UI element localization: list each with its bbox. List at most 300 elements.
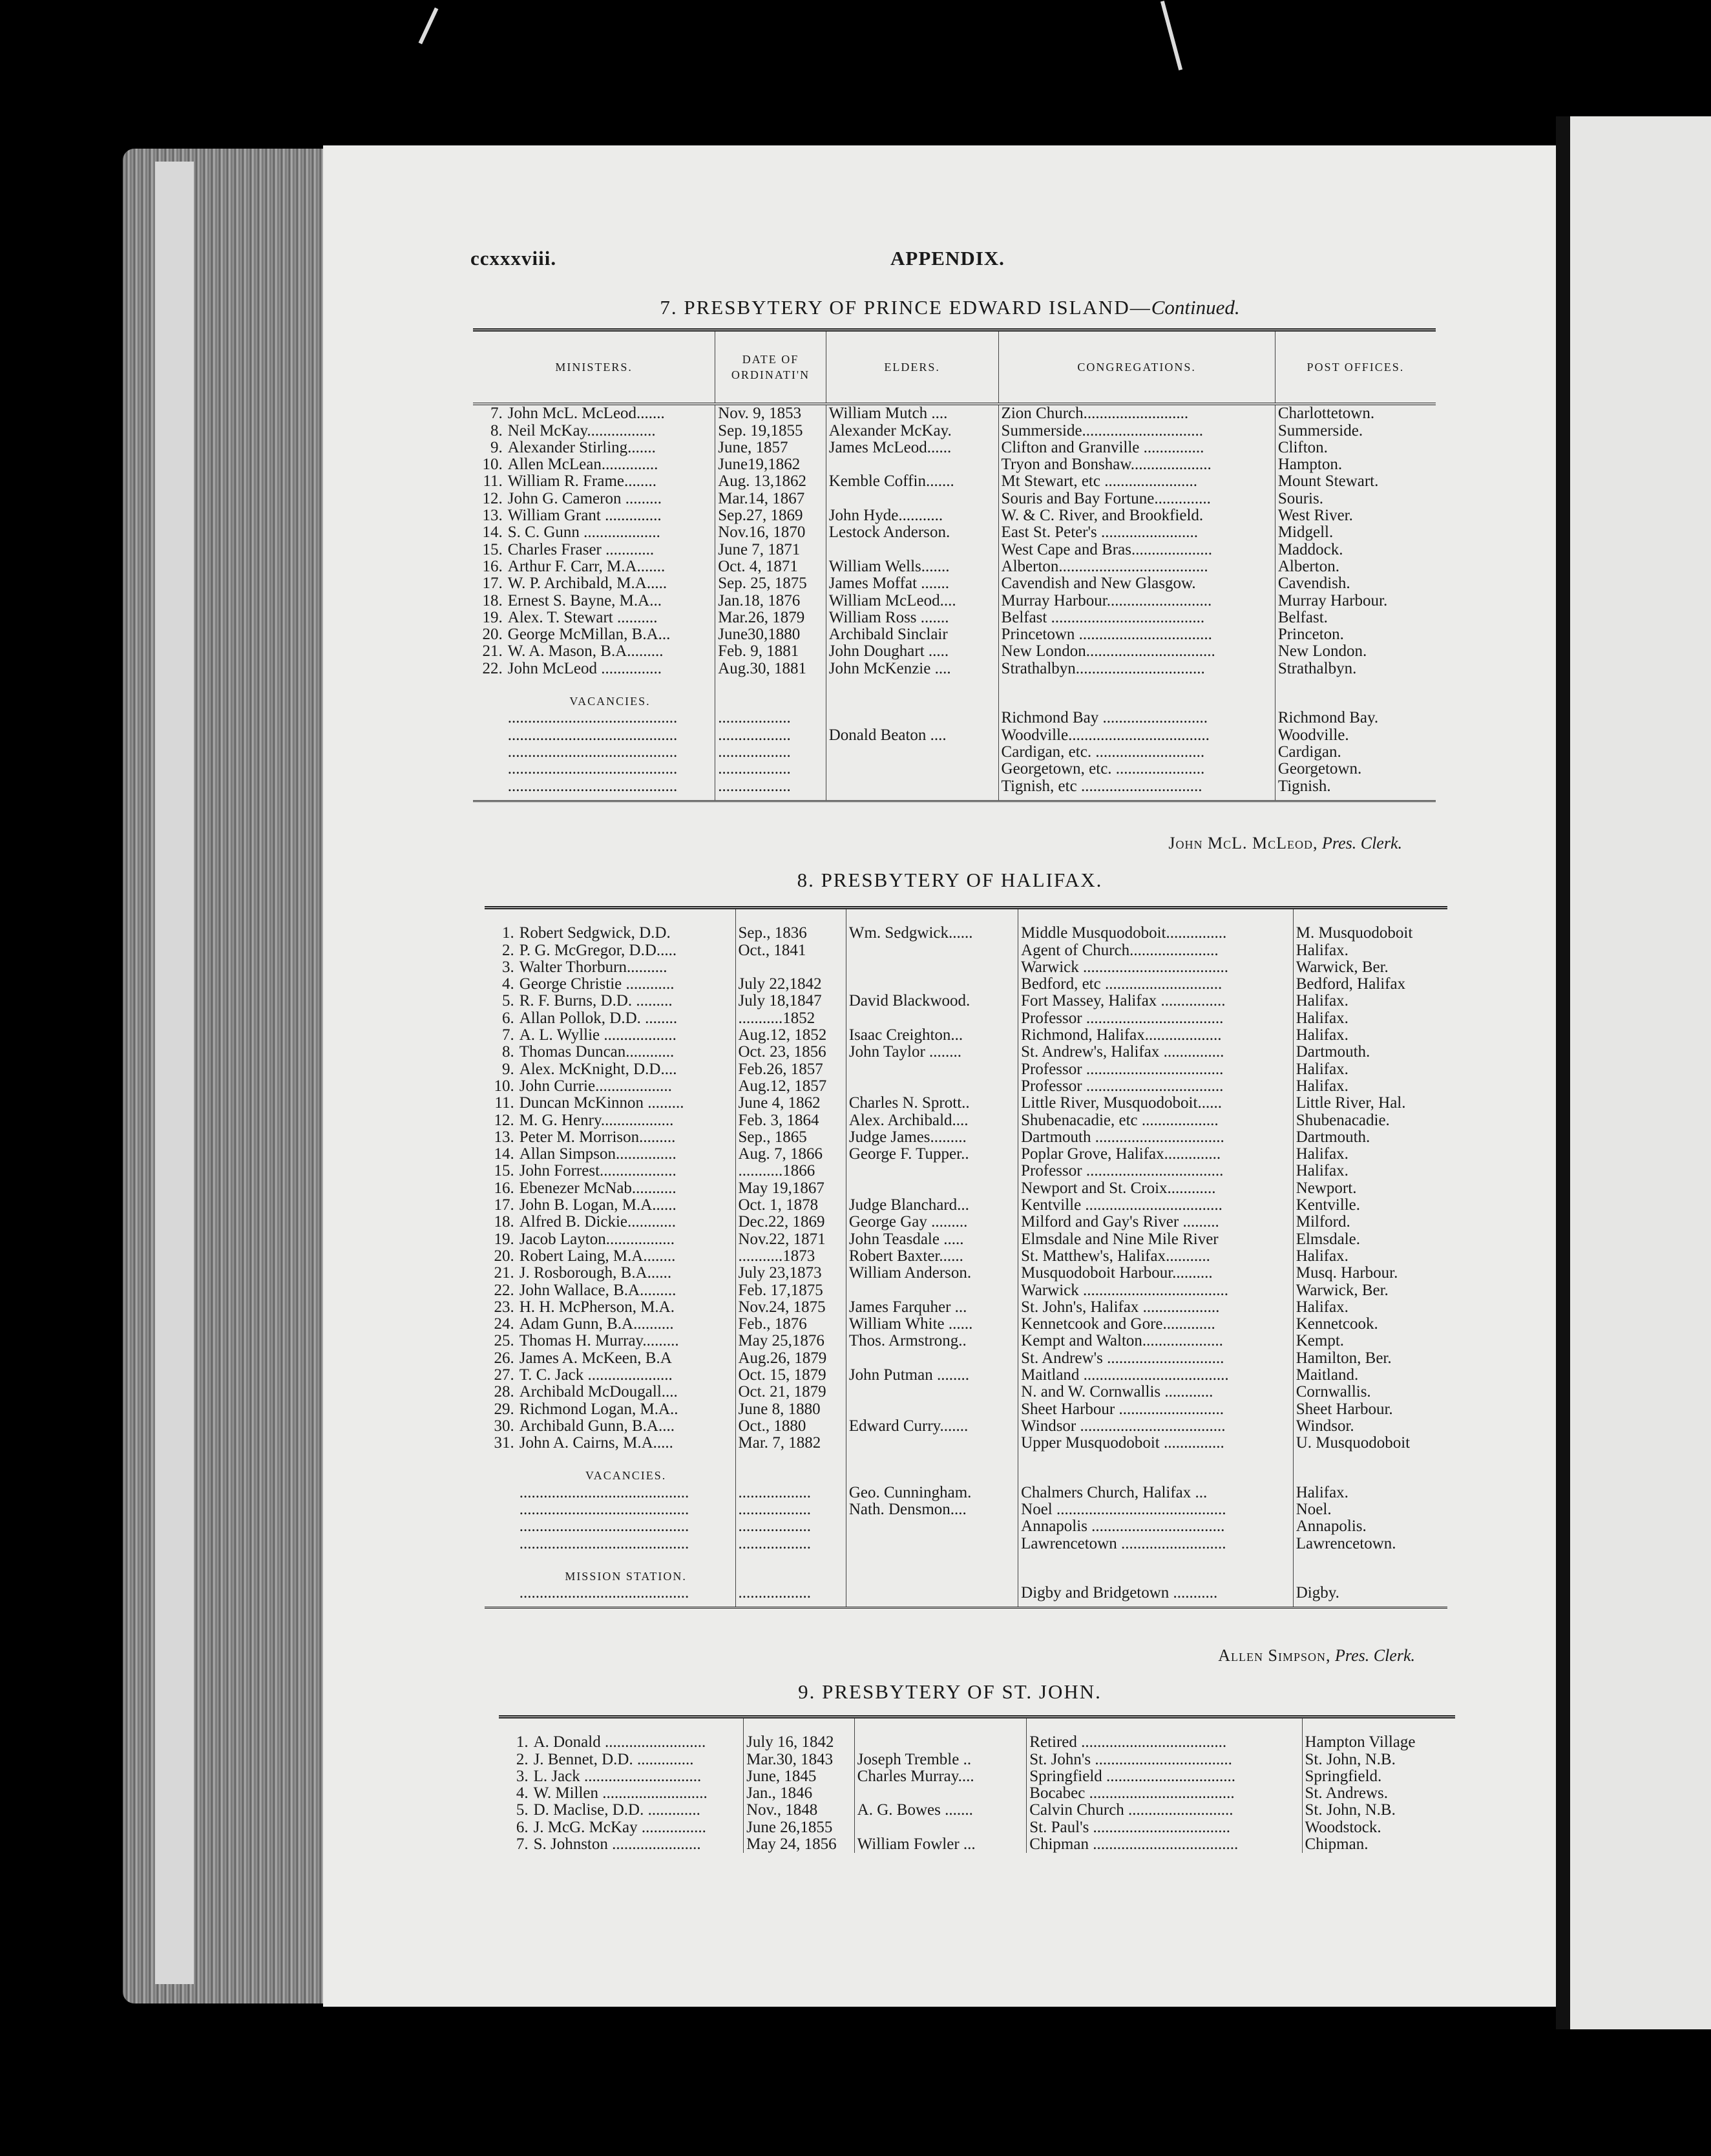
elder-name: John Putman ........ (846, 1367, 1018, 1384)
row-number: 4. (501, 975, 514, 993)
elder-name: Judge Blanchard... (846, 1197, 1018, 1214)
ordination-date: June 7, 1871 (715, 541, 826, 558)
elder-name (846, 1435, 1018, 1452)
elder-name: William White ...... (846, 1316, 1018, 1333)
row-number: 5. (501, 992, 514, 1010)
minister-name: .......................................... (507, 760, 678, 778)
minister-name: John B. Logan, M.A...... (519, 1196, 677, 1214)
congregation-name: Musquodoboit Harbour.......... (1018, 1265, 1294, 1282)
post-office: Elmsdale. (1293, 1231, 1447, 1247)
gutter-shadow (1556, 116, 1570, 2029)
congregation-name: Chalmers Church, Halifax ... (1018, 1485, 1294, 1501)
ordination-date: Dec.22, 1869 (735, 1214, 846, 1231)
row-number: 22. (494, 1281, 514, 1299)
post-office: Newport. (1293, 1179, 1447, 1196)
elder-name: Archibald Sinclair (826, 626, 998, 643)
minister-name: D. Maclise, D.D. ............. (533, 1801, 700, 1819)
ordination-date: Oct. 4, 1871 (715, 558, 826, 575)
post-office: Souris. (1275, 490, 1436, 507)
post-office: Mount Stewart. (1275, 473, 1436, 490)
minister-name: John McL. McLeod....... (507, 405, 665, 423)
elder-name: Donald Beaton .... (826, 726, 998, 743)
pei-vacancies-label: VACANCIES. (569, 694, 651, 708)
table-row (485, 1146, 1447, 1163)
minister-name: William R. Frame........ (507, 472, 656, 491)
table-row (499, 1819, 1455, 1835)
table-row (473, 490, 1436, 507)
table-row (485, 1418, 1447, 1435)
minister-name: Duncan McKinnon ......... (519, 1094, 684, 1112)
elder-name: William Anderson. (846, 1265, 1018, 1282)
congregation-name: St. Andrew's ............................. (1018, 1349, 1294, 1366)
elder-name: William Fowler ... (854, 1836, 1027, 1853)
ordination-date: Mar.26, 1879 (715, 609, 826, 626)
ordination-date: Sep. 19,1855 (715, 422, 826, 439)
table-row (473, 404, 1436, 422)
table-row (485, 1384, 1447, 1400)
congregation-name: Murray Harbour.......................... (998, 592, 1275, 609)
ordination-date: ...........1852 (735, 1009, 846, 1026)
minister-name: Neil McKay................. (507, 421, 656, 439)
ordination-date: Oct. 23, 1856 (735, 1044, 846, 1061)
ordination-date: .................. (735, 1585, 846, 1608)
row-number (485, 1485, 517, 1501)
minister-name: L. Jack ............................. (533, 1767, 702, 1785)
congregation-name: Princetown ................................. (998, 626, 1275, 643)
table-row (473, 558, 1436, 575)
row-number: 10. (482, 456, 503, 474)
spacer-row (485, 1452, 1447, 1467)
elder-name: William Wells....... (826, 558, 998, 575)
congregation-name: St. Andrew's, Halifax ............... (1018, 1044, 1294, 1061)
minister-name: J. McG. McKay ................ (533, 1818, 706, 1836)
table-row (499, 1768, 1455, 1785)
header-elders: ELDERS. (826, 330, 998, 405)
elder-name: John Taylor ........ (846, 1044, 1018, 1061)
row-number: 3. (516, 1767, 529, 1785)
elder-name: William Mutch .... (826, 404, 998, 422)
congregation-name: St. John's .................................. (1027, 1751, 1302, 1768)
post-office: Halifax. (1293, 1485, 1447, 1501)
post-office: West River. (1275, 507, 1436, 524)
ordination-date: Aug.12, 1857 (735, 1078, 846, 1095)
congregation-name: Warwick .................................... (1018, 1282, 1294, 1298)
row-number: 11. (483, 472, 503, 491)
ordination-date: Feb. 3, 1864 (735, 1112, 846, 1128)
halifax-top-rule (485, 908, 1447, 925)
congregation-name: W. & C. River, and Brookfield. (998, 507, 1275, 524)
minister-name: M. G. Henry.................. (519, 1111, 674, 1129)
stjohn-presbytery-title: 9. PRESBYTERY OF ST. JOHN. (798, 1680, 1102, 1703)
header-ministers: MINISTERS. (555, 361, 633, 374)
elder-name (854, 1785, 1027, 1802)
congregation-name: Mt Stewart, etc ....................... (998, 473, 1275, 490)
congregation-name: Newport and St. Croix............ (1018, 1179, 1294, 1196)
elder-name: Alexander McKay. (826, 422, 998, 439)
ordination-date: Feb., 1876 (735, 1316, 846, 1333)
halifax-clerk-title: Pres. Clerk. (1335, 1646, 1415, 1665)
post-office: Halifax. (1293, 1009, 1447, 1026)
elder-name: James Moffat ....... (826, 575, 998, 592)
table-row (473, 726, 1436, 743)
minister-name: Alexander Stirling....... (507, 438, 656, 456)
post-office: Warwick, Ber. (1293, 959, 1447, 976)
post-office: Midgell. (1275, 524, 1436, 541)
post-office: Halifax. (1293, 1146, 1447, 1163)
ordination-date: .................. (715, 744, 826, 761)
minister-name: W. Millen .......................... (533, 1784, 708, 1802)
ordination-date: Nov. 9, 1853 (715, 404, 826, 422)
post-office: Halifax. (1293, 1061, 1447, 1077)
table-row (473, 643, 1436, 660)
table-row (485, 1248, 1447, 1265)
congregation-name: Zion Church.......................... (998, 404, 1275, 422)
ordination-date: .................. (715, 726, 826, 743)
pei-clerk-signature (446, 834, 1402, 853)
row-number: 13. (482, 507, 503, 525)
row-number: 7. (490, 405, 503, 423)
congregation-name: Richmond, Halifax................... (1018, 1027, 1294, 1044)
minister-name: .......................................... (519, 1517, 689, 1536)
pei-rows (473, 404, 1436, 677)
congregation-name: Fort Massey, Halifax ................ (1018, 993, 1294, 1009)
congregation-name: Bedford, etc ............................. (1018, 976, 1294, 993)
minister-name: S. Johnston ...................... (533, 1835, 701, 1854)
minister-name: John A. Cairns, M.A..... (519, 1434, 673, 1452)
ordination-date: Oct., 1880 (735, 1418, 846, 1435)
row-number: 16. (482, 557, 503, 575)
post-office: New London. (1275, 643, 1436, 660)
post-office: Alberton. (1275, 558, 1436, 575)
elder-name (846, 1400, 1018, 1417)
congregation-name: Professor .................................. (1018, 1009, 1294, 1026)
table-row (485, 1535, 1447, 1552)
table-row (485, 1265, 1447, 1282)
minister-name: John McLeod ............... (507, 659, 662, 677)
table-row (485, 925, 1447, 942)
book-spine-highlight (155, 162, 194, 1984)
congregation-name: Professor .................................. (1018, 1078, 1294, 1095)
post-office: Belfast. (1275, 609, 1436, 626)
congregation-name: Windsor .................................... (1018, 1418, 1294, 1435)
congregation-name: Retired .................................... (1027, 1734, 1302, 1751)
table-row (473, 761, 1436, 777)
post-office: Lawrencetown. (1293, 1535, 1447, 1552)
table-row (485, 993, 1447, 1009)
post-office: Woodstock. (1302, 1819, 1455, 1835)
table-row (485, 1044, 1447, 1061)
running-title: APPENDIX. (890, 247, 1005, 270)
ordination-date: .................. (715, 761, 826, 777)
congregation-name: Alberton..................................... (998, 558, 1275, 575)
row-number: 22. (482, 659, 503, 677)
congregation-name: Springfield ................................ (1027, 1768, 1302, 1785)
congregation-name: Little River, Musquodoboit...... (1018, 1095, 1294, 1112)
elder-name (846, 1349, 1018, 1366)
ordination-date: Feb. 17,1875 (735, 1282, 846, 1298)
table-row (485, 1316, 1447, 1333)
table-row (473, 710, 1436, 726)
post-office: Warwick, Ber. (1293, 1282, 1447, 1298)
elder-name (846, 1061, 1018, 1077)
halifax-mission-rows (485, 1585, 1447, 1608)
post-office: Cardigan. (1275, 744, 1436, 761)
row-number: 9. (490, 438, 503, 456)
ordination-date (735, 959, 846, 976)
table-row (485, 1009, 1447, 1026)
table-row (485, 1197, 1447, 1214)
post-office: Cavendish. (1275, 575, 1436, 592)
halifax-clerk-name: Allen Simpson, (1218, 1646, 1331, 1665)
elder-name: Charles N. Sprott.. (846, 1095, 1018, 1112)
ordination-date: Nov.16, 1870 (715, 524, 826, 541)
row-number: 17. (482, 575, 503, 593)
post-office: Summerside. (1275, 422, 1436, 439)
ordination-date: ...........1866 (735, 1163, 846, 1179)
congregation-name: N. and W. Cornwallis ............ (1018, 1384, 1294, 1400)
ordination-date: June, 1845 (744, 1768, 855, 1785)
elder-name: James Farquher ... (846, 1299, 1018, 1316)
elder-name (826, 490, 998, 507)
row-number: 8. (490, 421, 503, 439)
congregation-name: Richmond Bay .......................... (998, 710, 1275, 726)
ordination-date: June, 1857 (715, 439, 826, 456)
ordination-date: June 8, 1880 (735, 1400, 846, 1417)
minister-name: Arthur F. Carr, M.A....... (507, 557, 666, 575)
table-row (473, 777, 1436, 801)
elder-name: John Hyde........... (826, 507, 998, 524)
pei-presbytery-title (472, 296, 1428, 319)
congregation-name: Kempt and Walton.................... (1018, 1333, 1294, 1349)
row-number: 16. (494, 1179, 514, 1197)
row-number: 24. (494, 1315, 514, 1333)
ordination-date: June 4, 1862 (735, 1095, 846, 1112)
elder-name (854, 1734, 1027, 1751)
row-number: 21. (494, 1264, 514, 1282)
minister-name: .......................................... (507, 743, 678, 761)
post-office: Halifax. (1293, 942, 1447, 958)
row-number: 17. (494, 1196, 514, 1214)
row-number: 13. (494, 1128, 514, 1146)
congregation-name: Poplar Grove, Halifax.............. (1018, 1146, 1294, 1163)
post-office: Sheet Harbour. (1293, 1400, 1447, 1417)
congregation-name: Georgetown, etc. ...................... (998, 761, 1275, 777)
minister-name: John Currie................... (519, 1077, 672, 1095)
elder-name: Nath. Densmon.... (846, 1501, 1018, 1518)
pei-continued-label: Continued. (1151, 296, 1240, 319)
row-number: 23. (494, 1298, 514, 1316)
table-row (473, 626, 1436, 643)
page-header (470, 247, 1427, 273)
ordination-date: Oct., 1841 (735, 942, 846, 958)
elder-name (846, 1009, 1018, 1026)
table-row (499, 1734, 1455, 1751)
ordination-date: Oct. 1, 1878 (735, 1197, 846, 1214)
minister-name: Adam Gunn, B.A.......... (519, 1315, 674, 1333)
ordination-date: Oct. 15, 1879 (735, 1367, 846, 1384)
congregation-name: Agent of Church...................... (1018, 942, 1294, 958)
table-row (485, 1501, 1447, 1518)
congregation-name: Shubenacadie, etc ................... (1018, 1112, 1294, 1128)
congregation-name: Lawrencetown .......................... (1018, 1535, 1294, 1552)
row-number: 3. (501, 958, 514, 976)
minister-name: Walter Thorburn.......... (519, 958, 667, 976)
minister-name: Thomas H. Murray......... (519, 1332, 679, 1350)
minister-name: Archibald McDougall.... (519, 1383, 678, 1401)
ordination-date: .................. (735, 1535, 846, 1552)
page-number: ccxxxviii. (470, 247, 557, 270)
ordination-date: Aug.30, 1881 (715, 660, 826, 677)
post-office: Strathalbyn. (1275, 660, 1436, 677)
post-office: Dartmouth. (1293, 1044, 1447, 1061)
row-number: 29. (494, 1400, 514, 1418)
post-office: Clifton. (1275, 439, 1436, 456)
row-number (473, 726, 505, 743)
table-row (485, 1333, 1447, 1349)
post-office: Hampton Village (1302, 1734, 1455, 1751)
minister-name: S. C. Gunn ................... (507, 523, 660, 542)
post-office: Little River, Hal. (1293, 1095, 1447, 1112)
row-number: 9. (501, 1060, 514, 1078)
minister-name: P. G. McGregor, D.D..... (519, 941, 677, 959)
pei-clerk-name: John McL. McLeod, (1168, 834, 1318, 852)
ordination-date: Nov.22, 1871 (735, 1231, 846, 1247)
minister-name: John G. Cameron ......... (507, 489, 662, 507)
minister-name: W. A. Mason, B.A......... (507, 642, 664, 661)
table-row (485, 1179, 1447, 1196)
row-number: 2. (501, 941, 514, 959)
table-row (485, 1400, 1447, 1417)
row-number: 26. (494, 1349, 514, 1367)
congregation-name: Professor .................................. (1018, 1061, 1294, 1077)
congregation-name: Bocabec .................................... (1027, 1785, 1302, 1802)
ordination-date: Nov.24, 1875 (735, 1299, 846, 1316)
row-number: 12. (482, 489, 503, 507)
row-number: 19. (482, 608, 503, 626)
ordination-date: Sep. 25, 1875 (715, 575, 826, 592)
congregation-name: Kennetcook and Gore............. (1018, 1316, 1294, 1333)
minister-name: Ebenezer McNab........... (519, 1179, 677, 1197)
halifax-table (485, 906, 1447, 1611)
table-row (485, 1112, 1447, 1128)
row-number: 7. (516, 1835, 529, 1854)
row-number: 10. (494, 1077, 514, 1095)
post-office: Halifax. (1293, 993, 1447, 1009)
table-row (499, 1751, 1455, 1768)
pei-title-text: 7. PRESBYTERY OF PRINCE EDWARD ISLAND— (660, 296, 1151, 319)
ordination-date: Mar.30, 1843 (744, 1751, 855, 1768)
row-number: 2. (516, 1750, 529, 1768)
table-row (499, 1836, 1455, 1853)
elder-name: Charles Murray.... (854, 1768, 1027, 1785)
post-office: Hamilton, Ber. (1293, 1349, 1447, 1366)
minister-name: Charles Fraser ............ (507, 540, 655, 558)
elder-name: William Ross ....... (826, 609, 998, 626)
film-scratch (419, 8, 439, 45)
column-header-row (473, 330, 1436, 405)
vacancies-label-row (485, 1467, 1447, 1484)
table-row (473, 456, 1436, 473)
table-row (485, 1231, 1447, 1247)
header-date-line2: ORDINATI'N (731, 368, 810, 381)
elder-name: Joseph Tremble .. (854, 1751, 1027, 1768)
row-number (485, 1535, 517, 1552)
table-row (485, 1095, 1447, 1112)
congregation-name: Chipman .................................... (1027, 1836, 1302, 1853)
congregation-name: Kentville .................................. (1018, 1197, 1294, 1214)
table-row (473, 473, 1436, 490)
congregation-name: Professor .................................. (1018, 1163, 1294, 1179)
ordination-date: May 24, 1856 (744, 1836, 855, 1853)
row-number: 5. (516, 1801, 529, 1819)
row-number: 6. (501, 1009, 514, 1027)
minister-name: Allan Simpson............... (519, 1145, 677, 1163)
congregation-name: St. Matthew's, Halifax........... (1018, 1248, 1294, 1265)
minister-name: R. F. Burns, D.D. ......... (519, 992, 673, 1010)
row-number: 28. (494, 1383, 514, 1401)
post-office: Halifax. (1293, 1078, 1447, 1095)
minister-name: .......................................... (507, 709, 678, 727)
table-row (485, 1027, 1447, 1044)
ordination-date: July 16, 1842 (744, 1734, 855, 1751)
ordination-date: Jan., 1846 (744, 1785, 855, 1802)
row-number: 12. (494, 1111, 514, 1129)
table-row (473, 575, 1436, 592)
post-office: Richmond Bay. (1275, 710, 1436, 726)
elder-name: Judge James......... (846, 1129, 1018, 1146)
minister-name: Alex. T. Stewart .......... (507, 608, 658, 626)
minister-name: Thomas Duncan............ (519, 1043, 675, 1061)
row-number: 21. (482, 642, 503, 661)
spacer-row (473, 677, 1436, 693)
elder-name (846, 976, 1018, 993)
elder-name: John Teasdale ..... (846, 1231, 1018, 1247)
table-row (485, 1585, 1447, 1608)
minister-name: Alex. McKnight, D.D.... (519, 1060, 677, 1078)
pei-table (473, 328, 1436, 805)
minister-name: Peter M. Morrison......... (519, 1128, 676, 1146)
post-office: Milford. (1293, 1214, 1447, 1231)
minister-name: Robert Laing, M.A........ (519, 1247, 676, 1265)
ordination-date: Feb.26, 1857 (735, 1061, 846, 1077)
mission-label-row (485, 1568, 1447, 1585)
ordination-date: Nov., 1848 (744, 1802, 855, 1819)
table-row (473, 507, 1436, 524)
minister-name: T. C. Jack ..................... (519, 1366, 673, 1384)
table-row (485, 1061, 1447, 1077)
minister-name: Ernest S. Bayne, M.A... (507, 591, 662, 609)
congregation-name: Noel .......................................... (1018, 1501, 1294, 1518)
halifax-vacancies-label: VACANCIES. (585, 1469, 667, 1483)
elder-name (846, 1585, 1018, 1608)
congregation-name: Sheet Harbour .......................... (1018, 1400, 1294, 1417)
table-row (499, 1785, 1455, 1802)
ordination-date: Aug.12, 1852 (735, 1027, 846, 1044)
minister-name: Alfred B. Dickie............ (519, 1213, 677, 1231)
post-office: M. Musquodoboit (1293, 925, 1447, 942)
congregation-name: Woodville................................... (998, 726, 1275, 743)
table-row (473, 439, 1436, 456)
post-office: Charlottetown. (1275, 404, 1436, 422)
minister-name: George McMillan, B.A... (507, 626, 671, 644)
post-office: Digby. (1293, 1585, 1447, 1608)
minister-name: John Forrest................... (519, 1162, 677, 1180)
congregation-name: Dartmouth ................................ (1018, 1129, 1294, 1146)
minister-name: .......................................... (507, 726, 678, 744)
post-office: Kempt. (1293, 1333, 1447, 1349)
minister-name: Robert Sedgwick, D.D. (519, 924, 671, 942)
post-office: Tignish. (1275, 777, 1436, 801)
